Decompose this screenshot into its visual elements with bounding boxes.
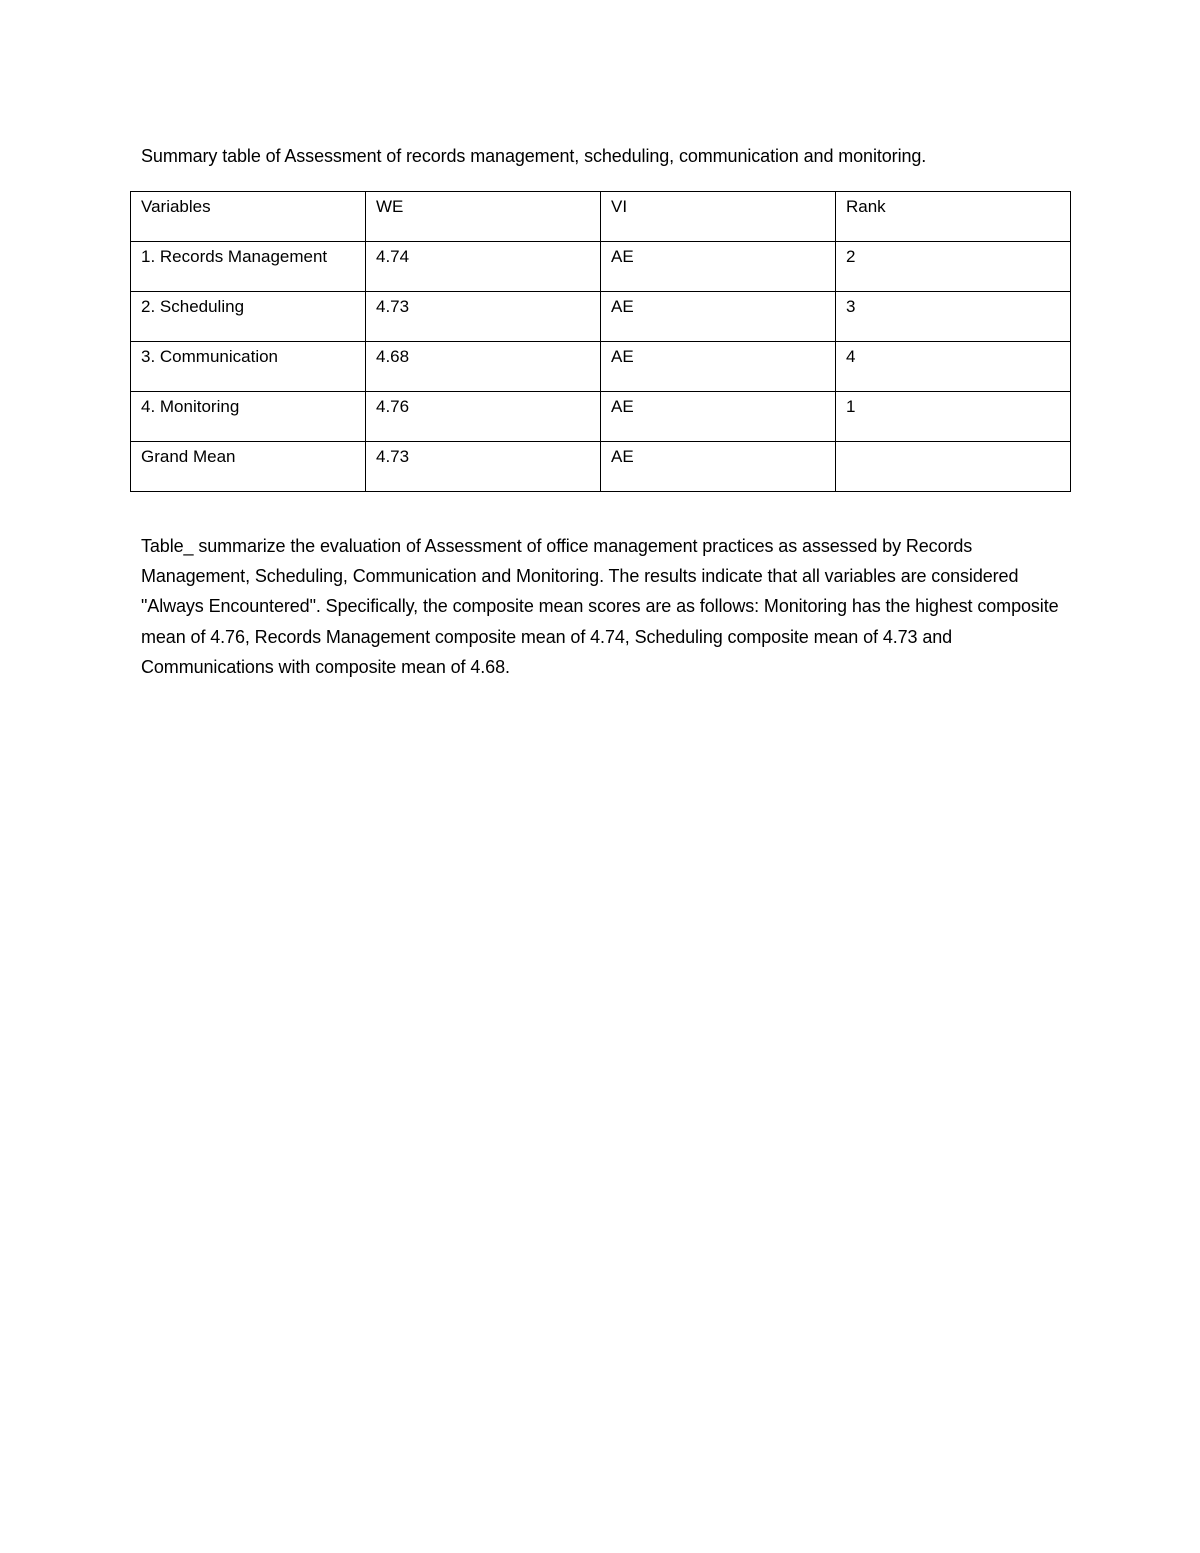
table-cell: 3. Communication xyxy=(131,342,366,392)
header-cell-we: WE xyxy=(366,192,601,242)
table-cell: AE xyxy=(601,442,836,492)
table-cell: 1. Records Management xyxy=(131,242,366,292)
table-cell: 4.74 xyxy=(366,242,601,292)
grand-mean-row xyxy=(131,442,1071,492)
table-row xyxy=(131,392,1071,442)
table-cell: 4.73 xyxy=(366,442,601,492)
table-cell xyxy=(836,442,1071,492)
table-row xyxy=(131,242,1071,292)
table-cell: AE xyxy=(601,242,836,292)
summary-table xyxy=(130,191,1071,492)
table-cell: 4.68 xyxy=(366,342,601,392)
header-cell-vi: VI xyxy=(601,192,836,242)
header-cell-variables: Variables xyxy=(131,192,366,242)
table-cell: AE xyxy=(601,292,836,342)
table-row xyxy=(131,342,1071,392)
table-cell: 4.76 xyxy=(366,392,601,442)
table-cell: 2 xyxy=(836,242,1071,292)
table-cell: 4 xyxy=(836,342,1071,392)
table-cell: 4. Monitoring xyxy=(131,392,366,442)
table-header-row xyxy=(131,192,1071,242)
header-cell-rank: Rank xyxy=(836,192,1071,242)
table-caption: Summary table of Assessment of records management, scheduling, communication and monitoring. xyxy=(141,146,927,166)
summary-paragraph: Table_ summarize the evaluation of Assessment of office management practices as assessed by Records Management, Scheduling, Communication and Monitoring. The results indicate that all variables are considered "Always Encountered". Specifically, the composite mean scores are as follows: Monitoring has the highest composite mean of 4.76, Records Management composite mean of 4.74, Scheduling composite mean of 4.73 and Communications with composite mean of 4.68. xyxy=(141,536,1059,677)
table-cell: 4.73 xyxy=(366,292,601,342)
table-cell: 1 xyxy=(836,392,1071,442)
table-cell: Grand Mean xyxy=(131,442,366,492)
table-cell: 2. Scheduling xyxy=(131,292,366,342)
table-cell: AE xyxy=(601,392,836,442)
table-cell: AE xyxy=(601,342,836,392)
table-row xyxy=(131,292,1071,342)
table-cell: 3 xyxy=(836,292,1071,342)
